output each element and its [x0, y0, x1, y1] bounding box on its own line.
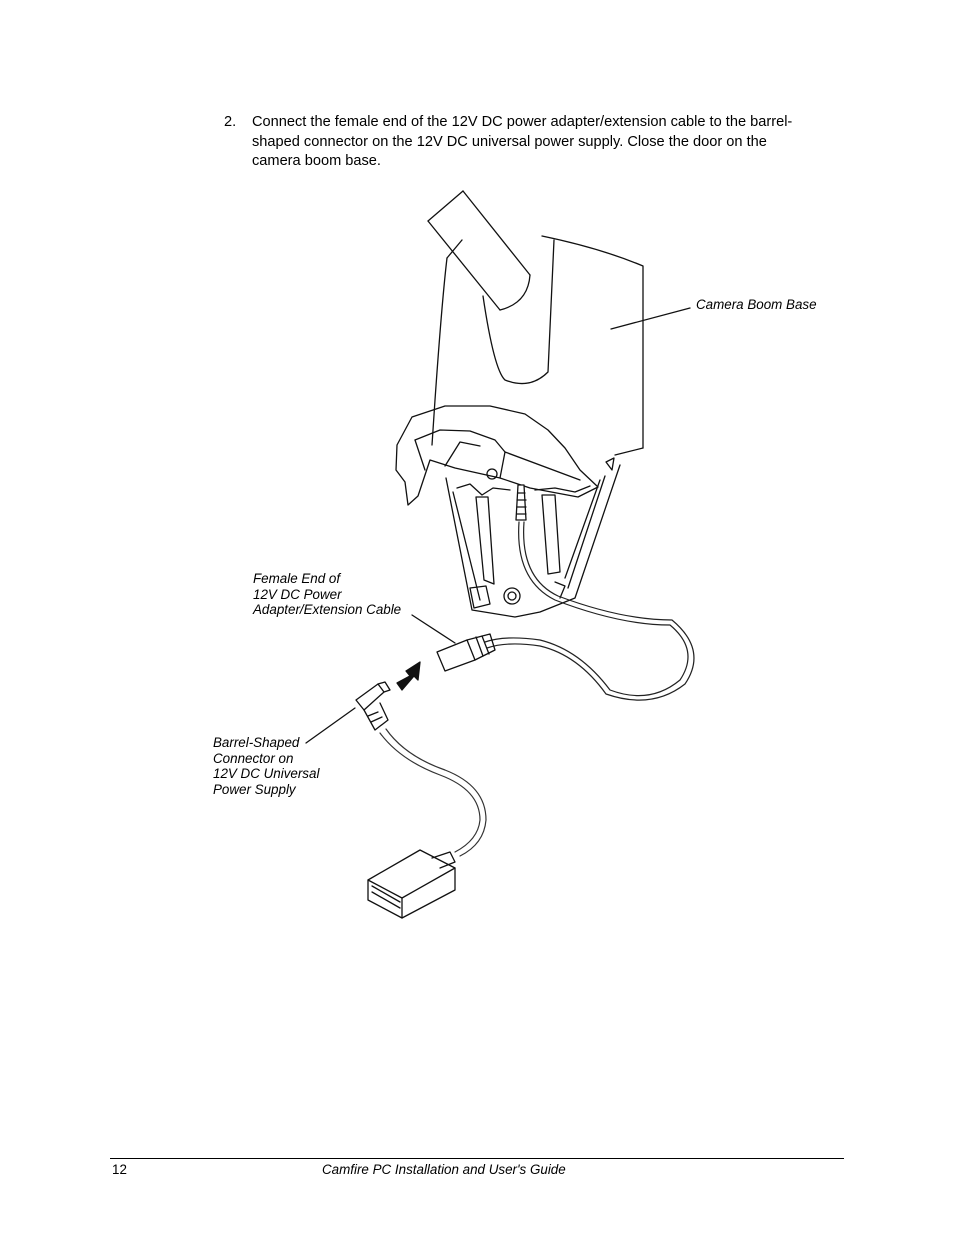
footer-divider [110, 1158, 844, 1159]
footer-guide-title: Camfire PC Installation and User's Guide [322, 1162, 566, 1177]
callout-female-end: Female End of 12V DC Power Adapter/Extension Cable [253, 571, 402, 618]
page-number: 12 [112, 1162, 127, 1177]
callout-camera-boom-base: Camera Boom Base [696, 297, 817, 312]
step-line: camera boom base. [252, 153, 381, 169]
boom-base-housing [432, 236, 643, 617]
step-number: 2. [224, 114, 237, 130]
callout-barrel-connector: Barrel-Shaped Connector on 12V DC Universal Power Supply [213, 735, 320, 797]
leader-line-female-end [412, 615, 455, 643]
leader-line-camera-base [611, 308, 690, 329]
power-supply [368, 850, 455, 918]
female-connector [437, 634, 495, 671]
step-line: shaped connector on the 12V DC universal power supply. Close the door on the [252, 133, 767, 150]
insertion-arrow [397, 662, 420, 690]
barrel-connector [356, 682, 390, 730]
power-supply-cable [380, 729, 486, 856]
extension-cable [485, 485, 694, 700]
step-line: Connect the female end of the 12V DC power adapter/extension cable to the barrel- [252, 114, 793, 130]
